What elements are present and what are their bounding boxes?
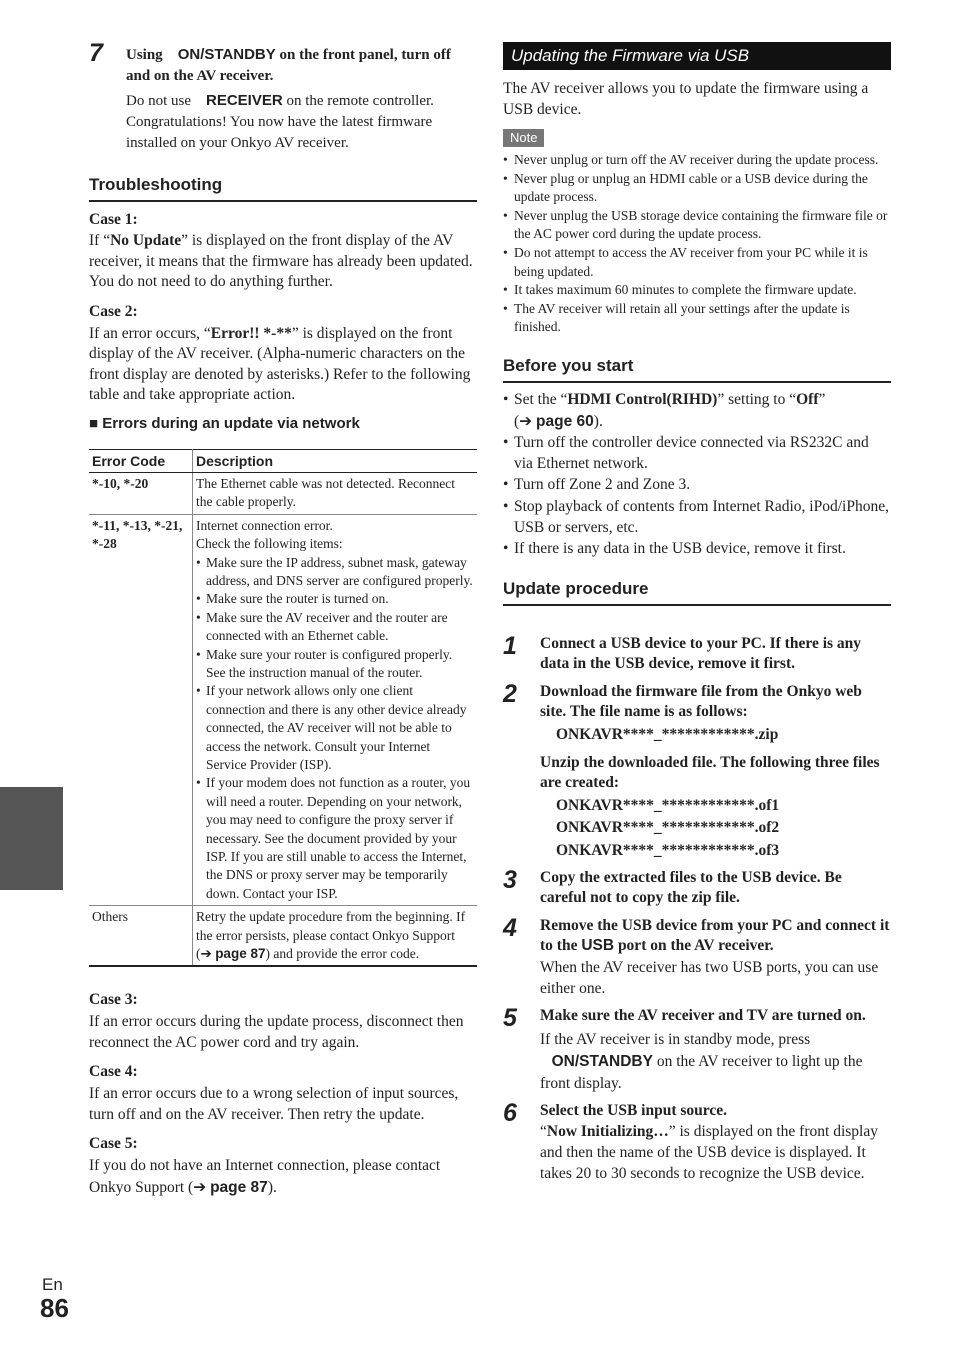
list-item: • Make sure the AV receiver and the router are connected with an Ethernet cable. xyxy=(196,609,474,646)
case-1-label: Case 1: xyxy=(89,211,138,228)
list-item: • Never unplug or turn off the AV receiver during the update process. xyxy=(503,151,891,170)
step-text: Using xyxy=(126,47,163,63)
troubleshooting-heading: Troubleshooting xyxy=(89,174,477,202)
firmware-filename: ONKAVR****_************.of3 xyxy=(556,842,780,860)
text: ). xyxy=(593,412,603,430)
list-item: • Make sure the router is turned on. xyxy=(196,590,474,608)
section-tab xyxy=(0,787,63,890)
no-update-term: No Update xyxy=(110,232,182,249)
firmware-filename: ONKAVR****_************.of1 xyxy=(556,796,780,814)
procedure-heading: Update procedure xyxy=(503,578,891,606)
page-number: 86 xyxy=(40,1293,69,1323)
page-reference-link[interactable]: page 87 xyxy=(210,1178,268,1196)
case-3-text: If an error occurs during the update process, disconnect then reconnect the AC power cord and try again. xyxy=(89,1013,464,1051)
text: ” is displayed on the front display of the AV receiver, it means that the firmware has already been updated. You do not need to do anything further. xyxy=(89,232,473,290)
description-cell xyxy=(193,906,478,967)
congrats-text: Congratulations! You now have the latest firmware installed on your Onkyo AV receiver. xyxy=(126,114,433,151)
list-item: • The AV receiver will retain all your settings after the update is finished. xyxy=(503,300,891,337)
text: ” xyxy=(818,390,826,408)
table-row xyxy=(89,514,477,906)
step-text: Select the USB input source. xyxy=(540,1101,728,1119)
list-item: • Turn off Zone 2 and Zone 3. xyxy=(503,475,891,496)
case-2-text xyxy=(89,324,477,406)
arrow-icon: ➔ xyxy=(200,946,212,963)
page-reference-link[interactable]: page 60 xyxy=(536,412,594,430)
zip-filename: ONKAVR****_************.zip xyxy=(556,726,779,744)
text: “ xyxy=(540,1123,547,1141)
case-5-label: Case 5: xyxy=(89,1135,138,1153)
list-item: • It takes maximum 60 minutes to complete the firmware update. xyxy=(503,281,891,300)
text: Remove the USB device from your PC and connect it to the xyxy=(540,916,890,955)
list-item: • Never unplug the USB storage device containing the firmware file or the AC power cord during the update process. xyxy=(503,207,891,244)
check-list xyxy=(196,554,474,904)
firmware-filename: ONKAVR****_************.of2 xyxy=(556,819,780,837)
step-2 xyxy=(503,679,891,862)
before-list xyxy=(503,390,891,560)
step-detail: When the AV receiver has two USB ports, you can use either one. xyxy=(540,959,879,997)
right-column xyxy=(503,42,891,1184)
step-detail xyxy=(540,1122,891,1184)
notes-list xyxy=(503,151,891,337)
text: If an error occurs, “ xyxy=(89,324,211,342)
text: on the AV receiver to light up the front display. xyxy=(540,1052,863,1092)
step-number: 6 xyxy=(503,1098,517,1127)
step-1 xyxy=(503,631,891,675)
case-2-label: Case 2: xyxy=(89,302,138,320)
note-badge: Note xyxy=(503,129,544,147)
case-4-label: Case 4: xyxy=(89,1063,138,1081)
error-code-cell: *-10, *-20 xyxy=(89,472,193,514)
list-item: • Make sure the IP address, subnet mask, gateway address, and DNS server are configured properly. xyxy=(196,554,474,591)
case-3-label: Case 3: xyxy=(89,991,138,1009)
list-item: • Make sure your router is configured properly. See the instruction manual of the router. xyxy=(196,646,474,683)
step-text: on the front panel, turn off and on the AV receiver. xyxy=(126,47,451,84)
text: port on the AV receiver. xyxy=(617,937,774,955)
error-term: Error!! *-** xyxy=(210,324,292,342)
list-item: • Set the “HDMI Control(RIHD)” setting to “Off” (➔ page 60). xyxy=(503,390,891,432)
unzip-text: Unzip the downloaded file. The following three files are created: xyxy=(540,753,880,792)
case-1-text xyxy=(89,231,477,293)
step-number: 4 xyxy=(503,913,517,942)
step-number: 3 xyxy=(503,865,517,894)
do-not-text: on the remote controller. xyxy=(286,93,434,109)
error-code-cell: Others xyxy=(89,906,193,967)
receiver-key: RECEIVER xyxy=(206,92,283,109)
list-item: • Stop playback of contents from Internet Radio, iPod/iPhone, USB or servers, etc. xyxy=(503,497,891,538)
on-standby-key: ON/STANDBY xyxy=(177,46,276,63)
description-text: Check the following items: xyxy=(196,536,343,552)
case-5-text xyxy=(89,1156,477,1198)
errors-heading-text: Errors during an update via network xyxy=(102,414,360,432)
step-5 xyxy=(503,1006,891,1095)
text: ” setting to “ xyxy=(717,390,797,408)
list-item: • Never plug or unplug an HDMI cable or a USB device during the update process. xyxy=(503,170,891,207)
step-detail xyxy=(540,1029,891,1095)
hdmi-control-term: HDMI Control(RIHD) xyxy=(567,390,718,408)
arrow-icon: ➔ xyxy=(193,1177,207,1196)
square-bullet-icon: ■ xyxy=(89,414,99,432)
step-6 xyxy=(503,1098,891,1184)
list-item: • If your modem does not function as a router, you will need a router. Depending on your network, you may need to configure the proxy server if necessary. See the document provided by your ISP. If you are still unable to access the Internet, the DNS or proxy server may be temporarily down. Contact your ISP. xyxy=(196,774,474,903)
arrow-icon: ➔ xyxy=(519,411,533,430)
do-not-text: Do not use xyxy=(126,93,191,109)
errors-heading xyxy=(89,415,477,432)
list-item: • Do not attempt to access the AV receiver from your PC while it is being updated. xyxy=(503,244,891,281)
usb-key: USB xyxy=(581,937,615,955)
text: ). xyxy=(267,1178,277,1196)
page-language: En xyxy=(42,1275,63,1294)
step-4 xyxy=(503,913,891,999)
step-number: 7 xyxy=(89,39,103,67)
table-header-row xyxy=(89,449,477,472)
step-7 xyxy=(89,40,477,153)
description-text: Internet connection error. xyxy=(196,517,333,533)
step-text: Download the firmware file from the Onkyo web site. The file name is as follows: xyxy=(540,682,862,721)
table-row xyxy=(89,472,477,514)
usb-intro: The AV receiver allows you to update the firmware using a USB device. xyxy=(503,80,869,118)
text: Set the “ xyxy=(514,390,568,408)
description-cell xyxy=(193,514,478,906)
step-3 xyxy=(503,865,891,909)
step-text xyxy=(540,916,891,957)
case-4-text: If an error occurs due to a wrong selection of input sources, turn off and on the AV receiver. Then retry the update. xyxy=(89,1085,459,1123)
list-item: • If your network allows only one client connection and there is any other device already connected, the AV receiver will not be able to access the network. Consult your Internet Service Provider (ISP). xyxy=(196,682,474,774)
error-table xyxy=(89,449,477,968)
off-term: Off xyxy=(796,390,819,408)
table-row xyxy=(89,906,477,967)
step-text: Make sure the AV receiver and TV are turned on. xyxy=(540,1007,866,1025)
before-heading: Before you start xyxy=(503,355,891,383)
step-number: 5 xyxy=(503,1004,517,1033)
on-standby-key: ON/STANDBY xyxy=(551,1052,653,1070)
step-text: Copy the extracted files to the USB device. Be careful not to copy the zip file. xyxy=(540,868,842,907)
text: ” is displayed on the front display of the AV receiver. (Alpha-numeric characters on the front display are denoted by asterisks.) Refer to the following table and take appropriate action. xyxy=(89,324,471,403)
error-code-cell: *-11, *-13, *-21, *-28 xyxy=(89,514,193,906)
page-reference-link[interactable]: page 87 xyxy=(215,946,266,962)
text: If the AV receiver is in standby mode, press xyxy=(540,1030,811,1048)
text: Retry the update procedure from the beginning. If the error persists, please contact Onkyo Support ( xyxy=(196,909,466,962)
text: ) and provide the error code. xyxy=(265,946,420,962)
header-description: Description xyxy=(193,449,478,472)
list-item: • If there is any data in the USB device, remove it first. xyxy=(503,539,891,560)
left-column xyxy=(89,40,477,1198)
step-number: 2 xyxy=(503,679,517,708)
step-number: 1 xyxy=(503,631,517,660)
step-text: Connect a USB device to your PC. If there is any data in the USB device, remove it first. xyxy=(540,634,862,673)
description-cell: The Ethernet cable was not detected. Reconnect the cable properly. xyxy=(193,472,478,514)
text: ” is displayed on the front display and then the name of the USB device is displayed. It takes 20 to 30 seconds to recognize the USB device. xyxy=(540,1123,878,1182)
list-item: • Turn off the controller device connected via RS232C and via Ethernet network. xyxy=(503,433,891,474)
usb-section-title: Updating the Firmware via USB xyxy=(503,42,891,70)
now-initializing-term: Now Initializing… xyxy=(546,1123,669,1141)
header-error-code: Error Code xyxy=(89,449,193,472)
text: If “ xyxy=(89,232,111,249)
text: If you do not have an Internet connection, please contact Onkyo Support ( xyxy=(89,1157,441,1196)
